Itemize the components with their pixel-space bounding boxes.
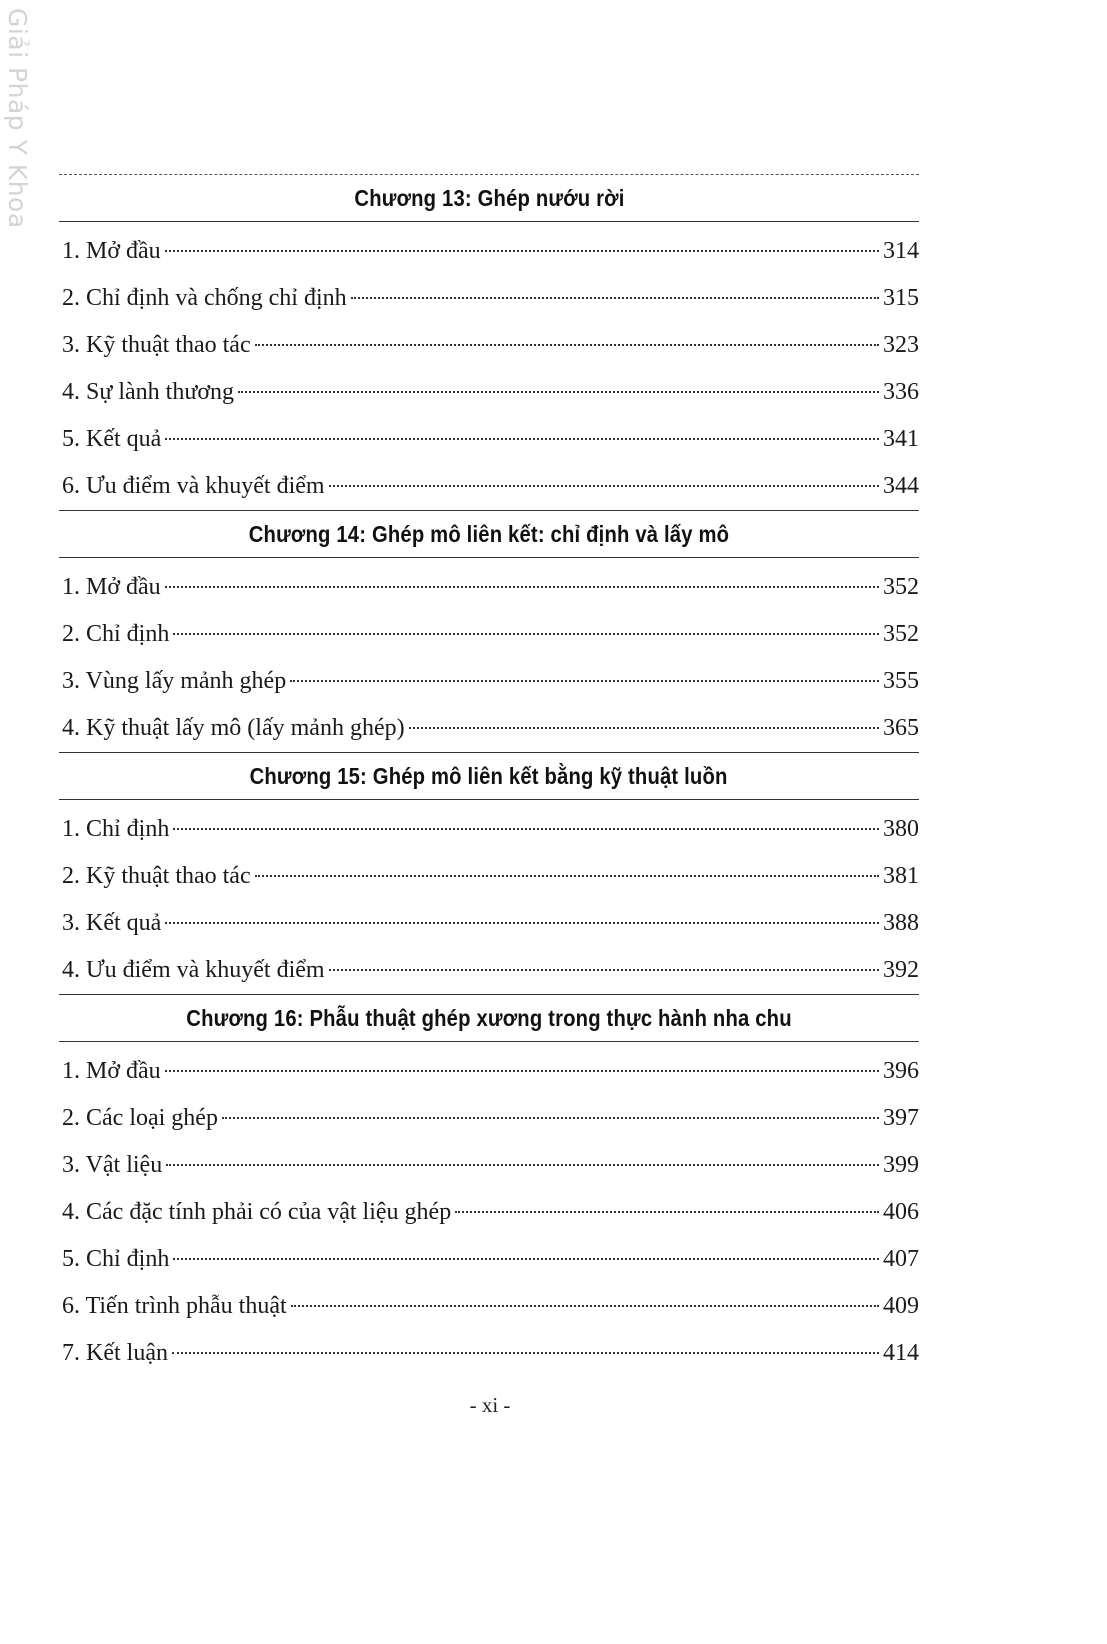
toc-entry[interactable] — [59, 1236, 919, 1283]
dot-leader — [165, 586, 879, 588]
toc-entry[interactable] — [59, 463, 919, 510]
entry-page-number: 315 — [883, 285, 919, 311]
entry-page-number: 314 — [883, 238, 919, 264]
toc-entry[interactable] — [59, 1048, 919, 1095]
entry-label: 5. Chỉ định — [62, 1246, 170, 1272]
entry-label: 1. Mở đầu — [62, 238, 161, 264]
chapter-14-section — [59, 510, 919, 752]
entry-page-number: 388 — [883, 910, 919, 936]
chapter-16-section — [59, 994, 919, 1377]
chapter-15-section — [59, 752, 919, 994]
entry-label: 4. Sự lành thương — [62, 379, 235, 405]
entry-page-number: 397 — [883, 1105, 919, 1131]
toc-entry[interactable] — [59, 1142, 919, 1189]
entry-label: 3. Kết quả — [62, 910, 162, 936]
entry-label: 1. Mở đầu — [62, 574, 161, 600]
dot-leader — [173, 633, 879, 635]
page-number-footer: - xi - — [469, 1393, 511, 1417]
dot-leader — [165, 922, 879, 924]
entry-label: 1. Mở đầu — [62, 1058, 161, 1084]
toc-entry[interactable] — [59, 900, 919, 947]
entry-label: 1. Chỉ định — [62, 816, 170, 842]
entry-page-number: 355 — [883, 668, 919, 694]
toc-entry[interactable] — [59, 564, 919, 611]
chapter-heading — [59, 994, 919, 1042]
toc-entry[interactable] — [59, 1330, 919, 1377]
entry-label: 4. Các đặc tính phải có của vật liệu ghép — [62, 1199, 452, 1225]
entry-label: 4. Kỹ thuật lấy mô (lấy mảnh ghép) — [62, 715, 405, 741]
entry-page-number: 336 — [883, 379, 919, 405]
entry-page-number: 396 — [883, 1058, 919, 1084]
watermark-text: Giải Pháp Y Khoa — [3, 8, 32, 229]
toc-entry[interactable] — [59, 658, 919, 705]
entry-label: 5. Kết quả — [62, 426, 162, 452]
dot-leader — [165, 250, 879, 252]
entry-page-number: 409 — [883, 1293, 919, 1319]
dot-leader — [222, 1117, 879, 1119]
toc-entry[interactable] — [59, 806, 919, 853]
chapter-title: Chương 16: Phẫu thuật ghép xương trong thực hành nha chu — [186, 1004, 792, 1031]
toc-entry[interactable] — [59, 1095, 919, 1142]
entry-page-number: 380 — [883, 816, 919, 842]
dot-leader — [172, 1352, 879, 1354]
chapter-title: Chương 14: Ghép mô liên kết: chỉ định và lấy mô — [248, 520, 730, 547]
dot-leader — [165, 438, 879, 440]
dot-leader — [166, 1164, 879, 1166]
toc-entry[interactable] — [59, 369, 919, 416]
chapter-heading — [59, 752, 919, 800]
toc-entry[interactable] — [59, 611, 919, 658]
dot-leader — [409, 727, 879, 729]
entry-label: 3. Vùng lấy mảnh ghép — [62, 668, 287, 694]
toc-entry[interactable] — [59, 947, 919, 994]
dot-leader — [165, 1070, 879, 1072]
dot-leader — [173, 1258, 879, 1260]
entry-label: 2. Chỉ định — [62, 621, 170, 647]
chapter-title: Chương 15: Ghép mô liên kết bằng kỹ thuật luồn — [250, 762, 728, 789]
entry-page-number: 352 — [883, 574, 919, 600]
dot-leader — [255, 875, 879, 877]
dot-leader — [238, 391, 879, 393]
entry-page-number: 414 — [883, 1340, 919, 1366]
entry-page-number: 323 — [883, 332, 919, 358]
entry-page-number: 344 — [883, 473, 919, 499]
toc-entry[interactable] — [59, 416, 919, 463]
toc-entry[interactable] — [59, 228, 919, 275]
entry-label: 3. Kỹ thuật thao tác — [62, 332, 251, 358]
entry-page-number: 381 — [883, 863, 919, 889]
entry-page-number: 341 — [883, 426, 919, 452]
toc-entry[interactable] — [59, 705, 919, 752]
toc-entry[interactable] — [59, 853, 919, 900]
chapter-heading — [59, 174, 919, 222]
entry-label: 2. Chỉ định và chống chỉ định — [62, 285, 347, 311]
chapter-title: Chương 13: Ghép nướu rời — [353, 184, 625, 211]
dot-leader — [351, 297, 879, 299]
entry-label: 7. Kết luận — [62, 1340, 168, 1366]
entry-label: 2. Kỹ thuật thao tác — [62, 863, 251, 889]
chapter-heading — [59, 510, 919, 558]
entry-label: 3. Vật liệu — [62, 1152, 163, 1178]
toc-entry[interactable] — [59, 1189, 919, 1236]
entry-page-number: 407 — [883, 1246, 919, 1272]
entry-page-number: 406 — [883, 1199, 919, 1225]
entry-page-number: 365 — [883, 715, 919, 741]
toc-entry[interactable] — [59, 1283, 919, 1330]
entry-label: 6. Tiến trình phẫu thuật — [62, 1293, 287, 1319]
table-of-contents — [59, 174, 919, 1377]
entry-page-number: 399 — [883, 1152, 919, 1178]
dot-leader — [255, 344, 879, 346]
dot-leader — [329, 969, 879, 971]
dot-leader — [329, 485, 879, 487]
toc-entry[interactable] — [59, 275, 919, 322]
chapter-13-section — [59, 174, 919, 510]
dot-leader — [173, 828, 879, 830]
entry-label: 4. Ưu điểm và khuyết điểm — [62, 957, 325, 983]
dot-leader — [290, 680, 879, 682]
entry-page-number: 352 — [883, 621, 919, 647]
entry-label: 2. Các loại ghép — [62, 1105, 218, 1131]
dot-leader — [455, 1211, 879, 1213]
toc-entry[interactable] — [59, 322, 919, 369]
entry-label: 6. Ưu điểm và khuyết điểm — [62, 473, 325, 499]
dot-leader — [291, 1305, 879, 1307]
entry-page-number: 392 — [883, 957, 919, 983]
